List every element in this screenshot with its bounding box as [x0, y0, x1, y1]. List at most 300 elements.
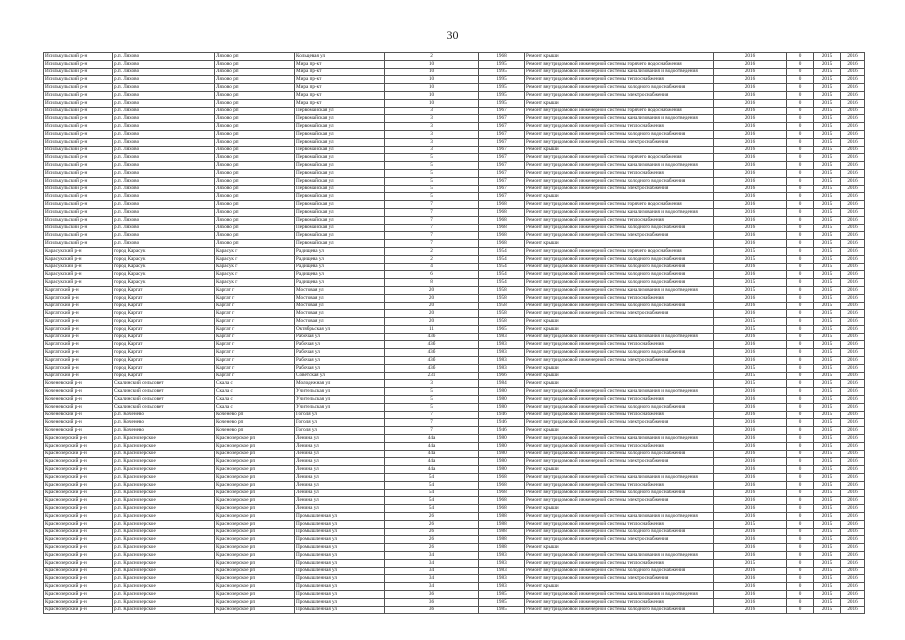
cost-cell: 0 [787, 107, 814, 115]
locality-cell: Скала с [215, 380, 295, 388]
period-end-cell: 2016 [841, 567, 865, 575]
table-row [44, 201, 865, 209]
district-cell: Краснозерский р-н [44, 505, 113, 513]
cost-cell: 0 [787, 536, 814, 544]
street-cell: Мостовая ул [295, 302, 385, 310]
period-start-cell: 2015 [814, 84, 841, 92]
work-type-cell: Ремонт внутридомовой инженерной системы холодного водоснабжения [525, 349, 714, 357]
house-number-cell: 34 [385, 552, 479, 560]
build-year-cell: 1980 [479, 388, 525, 396]
locality-cell: Ляхово рп [215, 216, 295, 224]
period-start-cell: 2015 [814, 606, 841, 614]
house-number-cell: 44а [385, 442, 479, 450]
build-year-cell: 1985 [479, 590, 525, 598]
period-start-cell: 2015 [814, 232, 841, 240]
period-start-cell: 2015 [814, 310, 841, 318]
cost-cell: 0 [787, 325, 814, 333]
period-end-cell: 2016 [841, 388, 865, 396]
period-end-cell: 2016 [841, 341, 865, 349]
street-cell: Ленина ул [295, 442, 385, 450]
table-row [44, 333, 865, 341]
period-start-cell: 2015 [814, 138, 841, 146]
period-end-cell: 2016 [841, 115, 865, 123]
period-end-cell: 2016 [841, 489, 865, 497]
locality-cell: Каргат г [215, 372, 295, 380]
work-type-cell: Ремонт внутридомовой инженерной системы канализования и водоотведения [525, 208, 714, 216]
street-cell: Гоголя ул [295, 427, 385, 435]
period-end-cell: 2016 [841, 208, 865, 216]
locality-cell: Краснозерское рп [215, 520, 295, 528]
period-start-cell: 2015 [814, 349, 841, 357]
street-cell: Мира пр-кт [295, 99, 385, 107]
build-year-cell: 1967 [479, 169, 525, 177]
work-type-cell: Ремонт внутридомовой инженерной системы горячего водоснабжения [525, 154, 714, 162]
table-row [44, 536, 865, 544]
table-row [44, 388, 865, 396]
district-cell: Краснозерский р-н [44, 544, 113, 552]
locality-cell: Краснозерское рп [215, 497, 295, 505]
planned-year-cell: 2016 [714, 598, 787, 606]
house-number-cell: 5 [385, 154, 479, 162]
period-start-cell: 2015 [814, 505, 841, 513]
planned-year-cell: 2016 [714, 302, 787, 310]
work-type-cell: Ремонт внутридомовой инженерной системы теплоснабжения [525, 396, 714, 404]
municipality-cell: р.п. Краснозерское [113, 575, 215, 583]
street-cell: Радищева ул [295, 271, 385, 279]
build-year-cell: 1985 [479, 606, 525, 614]
locality-cell: Каргат г [215, 294, 295, 302]
table-row [44, 474, 865, 482]
period-start-cell: 2015 [814, 68, 841, 76]
street-cell: Мостовая ул [295, 318, 385, 326]
work-type-cell: Ремонт крыши [525, 364, 714, 372]
build-year-cell: 1967 [479, 130, 525, 138]
street-cell: Радищева ул [295, 247, 385, 255]
page-number: 30 [446, 28, 459, 42]
build-year-cell: 1954 [479, 255, 525, 263]
municipality-cell: город Каргат [113, 302, 215, 310]
street-cell: Рабочая ул [295, 349, 385, 357]
work-type-cell: Ремонт внутридомовой инженерной системы электроснабжения [525, 458, 714, 466]
work-type-cell: Ремонт крыши [525, 466, 714, 474]
table-row [44, 489, 865, 497]
cost-cell: 0 [787, 364, 814, 372]
period-end-cell: 2016 [841, 427, 865, 435]
house-number-cell: 7 [385, 216, 479, 224]
period-end-cell: 2016 [841, 138, 865, 146]
build-year-cell: 1995 [479, 99, 525, 107]
district-cell: Исилькульский р-н [44, 185, 113, 193]
locality-cell: Краснозерское рп [215, 489, 295, 497]
work-type-cell: Ремонт крыши [525, 318, 714, 326]
district-cell: Краснозерский р-н [44, 442, 113, 450]
cost-cell: 0 [787, 474, 814, 482]
period-end-cell: 2016 [841, 154, 865, 162]
period-start-cell: 2015 [814, 396, 841, 404]
district-cell: Краснозерский р-н [44, 450, 113, 458]
period-end-cell: 2016 [841, 419, 865, 427]
build-year-cell: 1966 [479, 372, 525, 380]
cost-cell: 0 [787, 567, 814, 575]
cost-cell: 0 [787, 528, 814, 536]
house-number-cell: 20 [385, 302, 479, 310]
period-end-cell: 2016 [841, 520, 865, 528]
street-cell: Первомайская ул [295, 138, 385, 146]
build-year-cell: 1968 [479, 208, 525, 216]
municipality-cell: р.п. Ляхово [113, 232, 215, 240]
municipality-cell: р.п. Ляхово [113, 91, 215, 99]
house-number-cell: 10 [385, 76, 479, 84]
table-row [44, 380, 865, 388]
build-year-cell: 1967 [479, 154, 525, 162]
municipality-cell: город Каргат [113, 318, 215, 326]
district-cell: Краснозерский р-н [44, 567, 113, 575]
table-row [44, 349, 865, 357]
street-cell: Радищева ул [295, 279, 385, 287]
house-number-cell: 5 [385, 177, 479, 185]
municipality-cell: р.п. Краснозерское [113, 481, 215, 489]
work-type-cell: Ремонт внутридомовой инженерной системы теплоснабжения [525, 216, 714, 224]
municipality-cell: Скалинский сельсовет [113, 388, 215, 396]
build-year-cell: 1983 [479, 333, 525, 341]
cost-cell: 0 [787, 162, 814, 170]
cost-cell: 0 [787, 53, 814, 61]
build-year-cell: 1954 [479, 279, 525, 287]
locality-cell: Ляхово рп [215, 138, 295, 146]
locality-cell: Ляхово рп [215, 68, 295, 76]
build-year-cell: 1958 [479, 310, 525, 318]
build-year-cell: 1968 [479, 216, 525, 224]
build-year-cell: 1983 [479, 341, 525, 349]
planned-year-cell: 2015 [714, 279, 787, 287]
street-cell: Гоголя ул [295, 419, 385, 427]
period-end-cell: 2016 [841, 583, 865, 591]
locality-cell: Краснозерское рп [215, 590, 295, 598]
period-start-cell: 2015 [814, 294, 841, 302]
period-end-cell: 2016 [841, 513, 865, 521]
table-row [44, 123, 865, 131]
planned-year-cell: 2016 [714, 466, 787, 474]
locality-cell: Коченево рп [215, 411, 295, 419]
house-number-cell: 36 [385, 590, 479, 598]
period-start-cell: 2015 [814, 341, 841, 349]
house-number-cell: 10 [385, 99, 479, 107]
locality-cell: Скала с [215, 396, 295, 404]
work-type-cell: Ремонт крыши [525, 544, 714, 552]
build-year-cell: 1967 [479, 185, 525, 193]
work-type-cell: Ремонт внутридомовой инженерной системы канализования и водоотведения [525, 388, 714, 396]
locality-cell: Каргат г [215, 310, 295, 318]
planned-year-cell: 2016 [714, 544, 787, 552]
locality-cell: Краснозерское рп [215, 513, 295, 521]
street-cell: Мира пр-кт [295, 84, 385, 92]
period-end-cell: 2016 [841, 224, 865, 232]
locality-cell: Краснозерское рп [215, 575, 295, 583]
district-cell: Краснозерский р-н [44, 458, 113, 466]
work-type-cell: Ремонт внутридомовой инженерной системы холодного водоснабжения [525, 271, 714, 279]
planned-year-cell: 2016 [714, 60, 787, 68]
build-year-cell: 1983 [479, 575, 525, 583]
district-cell: Краснозерский р-н [44, 474, 113, 482]
district-cell: Исилькульский р-н [44, 208, 113, 216]
period-end-cell: 2016 [841, 458, 865, 466]
build-year-cell: 1980 [479, 435, 525, 443]
period-end-cell: 2016 [841, 76, 865, 84]
work-type-cell: Ремонт внутридомовой инженерной системы электроснабжения [525, 138, 714, 146]
work-type-cell: Ремонт внутридомовой инженерной системы канализования и водоотведения [525, 474, 714, 482]
build-year-cell: 1968 [479, 53, 525, 61]
period-start-cell: 2015 [814, 567, 841, 575]
period-end-cell: 2016 [841, 240, 865, 248]
period-start-cell: 2015 [814, 466, 841, 474]
cost-cell: 0 [787, 169, 814, 177]
table-row [44, 310, 865, 318]
period-start-cell: 2015 [814, 146, 841, 154]
locality-cell: Краснозерское рп [215, 559, 295, 567]
locality-cell: Ляхово рп [215, 224, 295, 232]
house-number-cell: 43б [385, 349, 479, 357]
planned-year-cell: 2016 [714, 513, 787, 521]
municipality-cell: р.п. Краснозерское [113, 567, 215, 575]
district-cell: Краснозерский р-н [44, 575, 113, 583]
district-cell: Краснозерский р-н [44, 528, 113, 536]
build-year-cell: 1995 [479, 68, 525, 76]
period-end-cell: 2016 [841, 279, 865, 287]
street-cell: Первомайская ул [295, 177, 385, 185]
period-start-cell: 2015 [814, 458, 841, 466]
work-type-cell: Ремонт внутридомовой инженерной системы холодного водоснабжения [525, 130, 714, 138]
period-end-cell: 2016 [841, 552, 865, 560]
table-row [44, 466, 865, 474]
planned-year-cell: 2016 [714, 349, 787, 357]
table-row [44, 76, 865, 84]
municipality-cell: Скалинский сельсовет [113, 396, 215, 404]
street-cell: Ленина ул [295, 450, 385, 458]
work-type-cell: Ремонт внутридомовой инженерной системы холодного водоснабжения [525, 450, 714, 458]
work-type-cell: Ремонт внутридомовой инженерной системы теплоснабжения [525, 598, 714, 606]
cost-cell: 0 [787, 497, 814, 505]
cost-cell: 0 [787, 419, 814, 427]
table-row [44, 177, 865, 185]
street-cell: Ленина ул [295, 481, 385, 489]
period-end-cell: 2016 [841, 505, 865, 513]
planned-year-cell: 2015 [714, 380, 787, 388]
district-cell: Карасукский р-н [44, 247, 113, 255]
period-end-cell: 2016 [841, 255, 865, 263]
locality-cell: Краснозерское рп [215, 606, 295, 614]
table-row [44, 325, 865, 333]
house-number-cell: 20 [385, 294, 479, 302]
municipality-cell: р.п. Ляхово [113, 76, 215, 84]
municipality-cell: р.п. Ляхово [113, 193, 215, 201]
municipality-cell: р.п. Краснозерское [113, 513, 215, 521]
period-end-cell: 2016 [841, 442, 865, 450]
house-number-cell: 231 [385, 372, 479, 380]
district-cell: Исилькульский р-н [44, 232, 113, 240]
municipality-cell: р.п. Краснозерское [113, 458, 215, 466]
build-year-cell: 1984 [479, 380, 525, 388]
build-year-cell: 1980 [479, 458, 525, 466]
build-year-cell: 1980 [479, 396, 525, 404]
district-cell: Каргатский р-н [44, 357, 113, 365]
cost-cell: 0 [787, 232, 814, 240]
work-type-cell: Ремонт внутридомовой инженерной системы канализования и водоотведения [525, 552, 714, 560]
municipality-cell: р.п. Краснозерское [113, 505, 215, 513]
municipality-cell: р.п. Краснозерское [113, 559, 215, 567]
table-row [44, 357, 865, 365]
house-number-cell: 54 [385, 489, 479, 497]
municipality-cell: р.п. Ляхово [113, 240, 215, 248]
locality-cell: Карасук г [215, 271, 295, 279]
locality-cell: Каргат г [215, 302, 295, 310]
period-start-cell: 2015 [814, 154, 841, 162]
build-year-cell: 1967 [479, 115, 525, 123]
table-row [44, 590, 865, 598]
table-row [44, 60, 865, 68]
period-end-cell: 2016 [841, 193, 865, 201]
locality-cell: Карасук г [215, 255, 295, 263]
street-cell: Рабочая ул [295, 357, 385, 365]
period-start-cell: 2015 [814, 380, 841, 388]
district-cell: Каргатский р-н [44, 333, 113, 341]
period-start-cell: 2015 [814, 302, 841, 310]
work-type-cell: Ремонт внутридомовой инженерной системы холодного водоснабжения [525, 302, 714, 310]
district-cell: Коченевский р-н [44, 403, 113, 411]
work-type-cell: Ремонт внутридомовой инженерной системы горячего водоснабжения [525, 201, 714, 209]
period-start-cell: 2015 [814, 193, 841, 201]
period-end-cell: 2016 [841, 201, 865, 209]
period-end-cell: 2016 [841, 590, 865, 598]
cost-cell: 0 [787, 208, 814, 216]
period-start-cell: 2015 [814, 279, 841, 287]
street-cell: Ленина ул [295, 435, 385, 443]
planned-year-cell: 2016 [714, 208, 787, 216]
planned-year-cell: 2016 [714, 403, 787, 411]
build-year-cell: 1958 [479, 286, 525, 294]
street-cell: Промышленная ул [295, 567, 385, 575]
period-end-cell: 2016 [841, 333, 865, 341]
district-cell: Исилькульский р-н [44, 169, 113, 177]
house-number-cell: 44а [385, 450, 479, 458]
planned-year-cell: 2016 [714, 357, 787, 365]
table-row [44, 91, 865, 99]
district-cell: Карасукский р-н [44, 279, 113, 287]
period-start-cell: 2015 [814, 474, 841, 482]
locality-cell: Краснозерское рп [215, 435, 295, 443]
period-start-cell: 2015 [814, 255, 841, 263]
cost-cell: 0 [787, 575, 814, 583]
municipality-cell: р.п. Ляхово [113, 216, 215, 224]
locality-cell: Ляхово рп [215, 185, 295, 193]
planned-year-cell: 2016 [714, 123, 787, 131]
house-number-cell: 3 [385, 146, 479, 154]
municipality-cell: р.п. Краснозерское [113, 497, 215, 505]
table-row [44, 528, 865, 536]
period-start-cell: 2015 [814, 286, 841, 294]
municipality-cell: р.п. Ляхово [113, 99, 215, 107]
house-number-cell: 5 [385, 403, 479, 411]
build-year-cell: 1983 [479, 583, 525, 591]
municipality-cell: р.п. Краснозерское [113, 442, 215, 450]
table-row [44, 154, 865, 162]
municipality-cell: р.п. Краснозерское [113, 520, 215, 528]
table-row [44, 372, 865, 380]
planned-year-cell: 2016 [714, 294, 787, 302]
house-number-cell: 54 [385, 481, 479, 489]
cost-cell: 0 [787, 396, 814, 404]
cost-cell: 0 [787, 138, 814, 146]
planned-year-cell: 2016 [714, 53, 787, 61]
period-end-cell: 2016 [841, 247, 865, 255]
cost-cell: 0 [787, 559, 814, 567]
work-type-cell: Ремонт внутридомовой инженерной системы теплоснабжения [525, 123, 714, 131]
work-type-cell: Ремонт внутридомовой инженерной системы электроснабжения [525, 419, 714, 427]
table-row [44, 138, 865, 146]
period-start-cell: 2015 [814, 185, 841, 193]
build-year-cell: 1988 [479, 520, 525, 528]
cost-cell: 0 [787, 520, 814, 528]
table-row [44, 575, 865, 583]
work-type-cell: Ремонт внутридомовой инженерной системы теплоснабжения [525, 341, 714, 349]
district-cell: Исилькульский р-н [44, 138, 113, 146]
street-cell: Мира пр-кт [295, 91, 385, 99]
municipality-cell: р.п. Краснозерское [113, 590, 215, 598]
period-start-cell: 2015 [814, 403, 841, 411]
planned-year-cell: 2016 [714, 162, 787, 170]
table-row [44, 294, 865, 302]
table-row [44, 450, 865, 458]
cost-cell: 0 [787, 333, 814, 341]
municipality-cell: р.п. Краснозерское [113, 583, 215, 591]
period-start-cell: 2015 [814, 427, 841, 435]
house-number-cell: 10 [385, 84, 479, 92]
locality-cell: Краснозерское рп [215, 544, 295, 552]
municipality-cell: город Каргат [113, 349, 215, 357]
house-number-cell: 3 [385, 380, 479, 388]
work-type-cell: Ремонт внутридомовой инженерной системы холодного водоснабжения [525, 567, 714, 575]
period-start-cell: 2015 [814, 528, 841, 536]
street-cell: Промышленная ул [295, 513, 385, 521]
locality-cell: Каргат г [215, 364, 295, 372]
street-cell: Мостовая ул [295, 286, 385, 294]
cost-cell: 0 [787, 481, 814, 489]
cost-cell: 0 [787, 513, 814, 521]
house-number-cell: 20 [385, 310, 479, 318]
table-row [44, 169, 865, 177]
build-year-cell: 1968 [479, 474, 525, 482]
work-type-cell: Ремонт внутридомовой инженерной системы канализования и водоотведения [525, 162, 714, 170]
cost-cell: 0 [787, 357, 814, 365]
district-cell: Каргатский р-н [44, 325, 113, 333]
municipality-cell: город Каргат [113, 364, 215, 372]
district-cell: Краснозерский р-н [44, 520, 113, 528]
period-start-cell: 2015 [814, 357, 841, 365]
cost-cell: 0 [787, 318, 814, 326]
municipality-cell: р.п. Ляхово [113, 68, 215, 76]
build-year-cell: 1967 [479, 177, 525, 185]
table-row [44, 271, 865, 279]
house-number-cell: 4 [385, 263, 479, 271]
municipality-cell: р.п. Краснозерское [113, 528, 215, 536]
cost-cell: 0 [787, 302, 814, 310]
table-row [44, 53, 865, 61]
build-year-cell: 1958 [479, 318, 525, 326]
table-row [44, 247, 865, 255]
house-number-cell: 7 [385, 208, 479, 216]
work-type-cell: Ремонт внутридомовой инженерной системы электроснабжения [525, 536, 714, 544]
work-type-cell: Ремонт крыши [525, 240, 714, 248]
municipality-cell: город Каргат [113, 333, 215, 341]
